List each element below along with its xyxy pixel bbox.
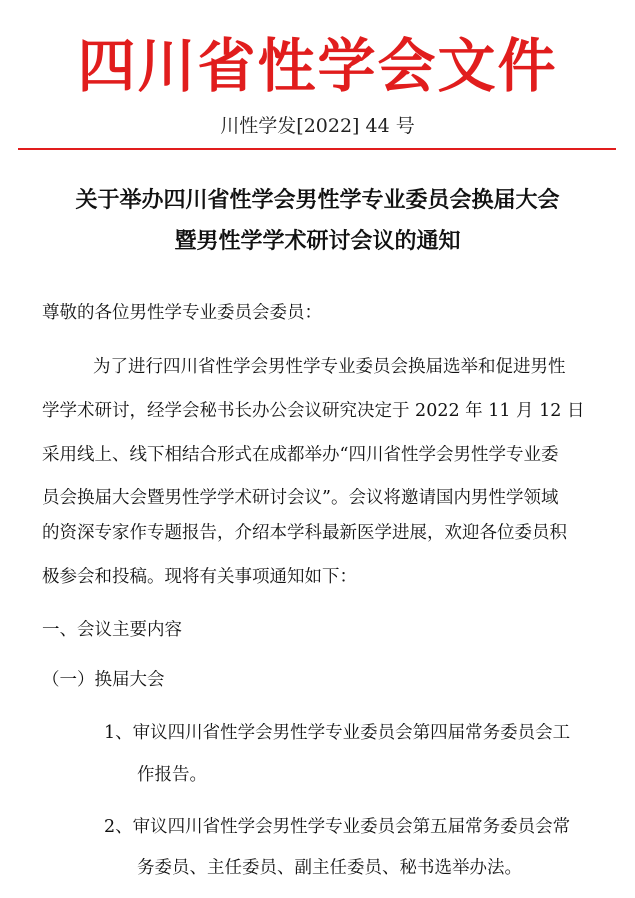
document-number: 川性学发[2022] 44 号 (220, 115, 415, 137)
list-item-line: 2、审议四川省性学会男性学专业委员会第五届常务委员会常 (104, 817, 571, 837)
list-item-line: 务委员、主任委员、副主任委员、秘书选举办法。 (137, 858, 522, 878)
notice-title-line-2: 暨男性学学术研讨会议的通知 (174, 229, 461, 254)
red-divider-line (18, 148, 616, 150)
body-line: 极参会和投稿。现将有关事项通知如下： (42, 567, 357, 587)
body-line: 员会换届大会暨男性学学术研讨会议”。会议将邀请国内男性学领域 (42, 488, 559, 508)
section-heading: 一、会议主要内容 (42, 620, 182, 640)
body-line: 为了进行四川省性学会男性学专业委员会换届选举和促进男性 (93, 357, 566, 377)
org-document-title: 四川省性学会文件 (77, 32, 558, 100)
salutation: 尊敬的各位男性学专业委员会委员： (42, 303, 322, 323)
notice-title-line-1: 关于举办四川省性学会男性学专业委员会换届大会 (75, 188, 560, 213)
subsection-heading: （一）换届大会 (42, 670, 165, 690)
list-item-line: 1、审议四川省性学会男性学专业委员会第四届常务委员会工 (104, 723, 571, 743)
body-line: 采用线上、线下相结合形式在成都举办“四川省性学会男性学专业委 (42, 445, 559, 465)
list-item-line: 作报告。 (137, 765, 207, 785)
body-line: 学学术研讨，经学会秘书长办公会议研究决定于 2022 年 11 月 12 日 (42, 401, 585, 421)
body-line: 的资深专家作专题报告，介绍本学科最新医学进展，欢迎各位委员积 (42, 523, 567, 543)
